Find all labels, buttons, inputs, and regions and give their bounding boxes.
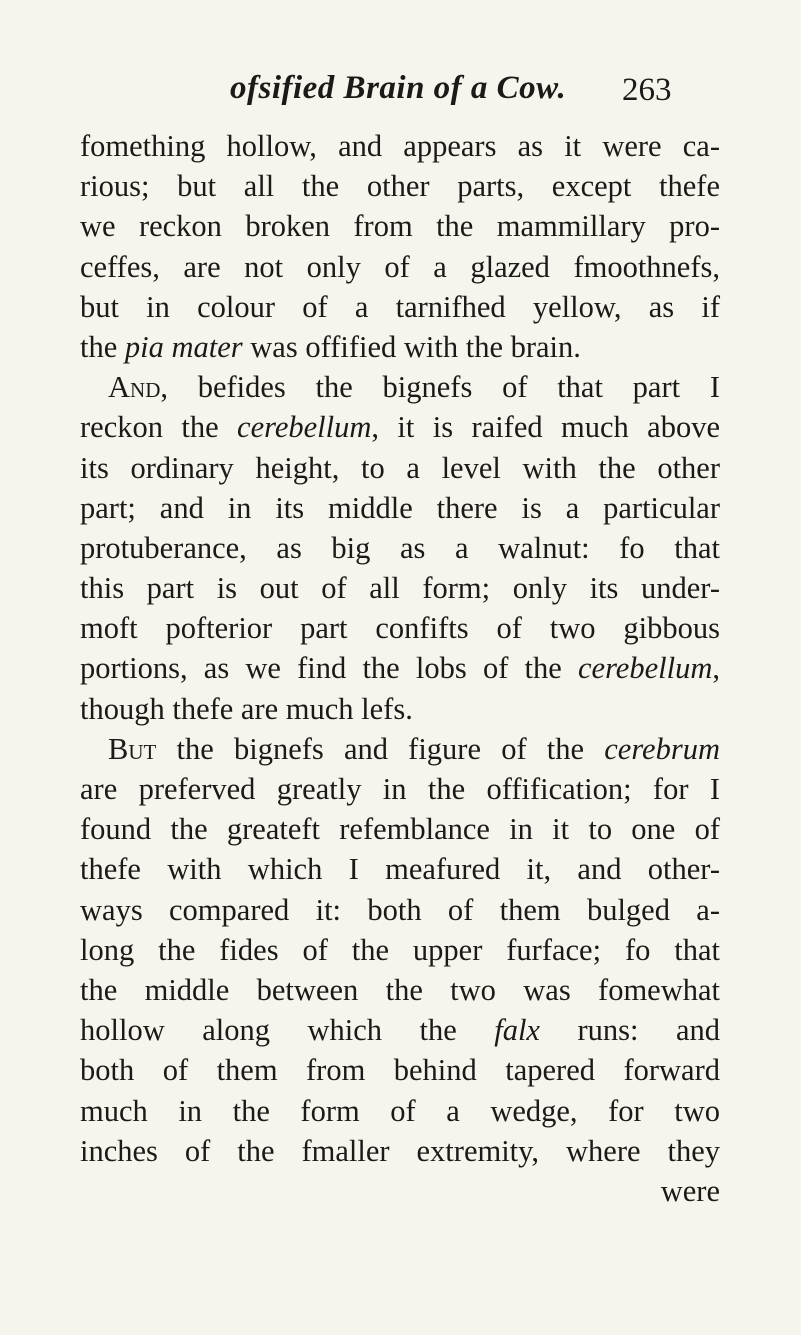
text-line (80, 890, 720, 930)
line-text: runs: and (539, 1013, 720, 1048)
line-text: the (80, 329, 125, 364)
text-line (80, 568, 720, 608)
line-text: the bignefs and figure of the (156, 731, 605, 766)
running-title: ofsified Brain of a Cow. (230, 70, 567, 106)
line-text: portions, as we find the lobs of the (80, 651, 578, 686)
line-text: part; and in its middle there is a particular (80, 490, 720, 525)
line-text: are preferved greatly in the offification; for I (80, 772, 720, 806)
text-line (80, 367, 720, 407)
text-line (80, 930, 720, 970)
latin-term: pia mater (124, 329, 243, 364)
text-line (80, 1131, 720, 1171)
latin-term: cerebellum (578, 651, 713, 686)
line-text: ceffes, are not only of a glazed fmoothnefs, (80, 249, 720, 284)
text-line (80, 166, 720, 206)
text-line (80, 1171, 720, 1211)
text-line (80, 206, 720, 246)
text-line (80, 729, 720, 769)
paragraph-lead-word: But (108, 731, 157, 766)
line-text: were (660, 1173, 720, 1208)
text-line (80, 689, 720, 729)
paragraph-lead-word: And, (108, 370, 168, 405)
line-text: ways compared it: both of them bulged a- (80, 892, 720, 927)
text-line (80, 327, 720, 367)
text-line (80, 488, 720, 528)
line-text: the middle between the two was fomewhat (80, 972, 720, 1007)
body-text (80, 126, 720, 1211)
page-number: 263 (622, 72, 672, 108)
text-line (80, 448, 720, 488)
line-text: moft pofterior part confifts of two gibbous (80, 611, 720, 646)
line-text: inches of the fmaller extremity, where they (80, 1133, 720, 1168)
line-text: thefe with which I meafured it, and other- (80, 852, 720, 887)
text-line (80, 1050, 720, 1090)
line-text: we reckon broken from the mammillary pro- (80, 209, 720, 244)
line-text: both of them from behind tapered forward (80, 1053, 720, 1088)
text-line (80, 126, 720, 166)
text-line (80, 970, 720, 1010)
text-line (80, 648, 720, 688)
line-text: hollow along which the (80, 1013, 495, 1048)
text-line (80, 769, 720, 809)
text-line (80, 528, 720, 568)
text-line (80, 608, 720, 648)
line-text: , (712, 651, 720, 686)
line-text: reckon the (80, 410, 238, 445)
line-text: was offified with the brain. (242, 329, 581, 364)
text-line (80, 247, 720, 287)
line-text: fomething hollow, and appears as it were ca- (80, 129, 720, 163)
text-line (80, 407, 720, 447)
text-line (80, 1010, 720, 1050)
text-line (80, 809, 720, 849)
line-text: befides the bignefs of that part I (167, 370, 720, 405)
line-text: , it is raifed much above (371, 410, 720, 445)
text-line (80, 287, 720, 327)
latin-term: cerebellum (237, 410, 372, 445)
line-text: long the fides of the upper furface; fo that (80, 932, 720, 967)
line-text: its ordinary height, to a level with the other (80, 450, 720, 485)
text-line (80, 1091, 720, 1131)
page-header (0, 70, 801, 120)
line-text: rious; but all the other parts, except thefe (80, 169, 720, 204)
latin-term: falx (494, 1013, 540, 1048)
line-text: found the greateft refemblance in it to one of (80, 812, 720, 847)
text-line (80, 849, 720, 889)
line-text: but in colour of a tarnifhed yellow, as if (80, 289, 720, 324)
line-text: much in the form of a wedge, for two (80, 1093, 720, 1128)
line-text: this part is out of all form; only its under- (80, 571, 720, 606)
latin-term: cerebrum (604, 731, 720, 766)
line-text: though thefe are much lefs. (80, 691, 413, 726)
line-text: protuberance, as big as a walnut: fo that (80, 530, 720, 565)
